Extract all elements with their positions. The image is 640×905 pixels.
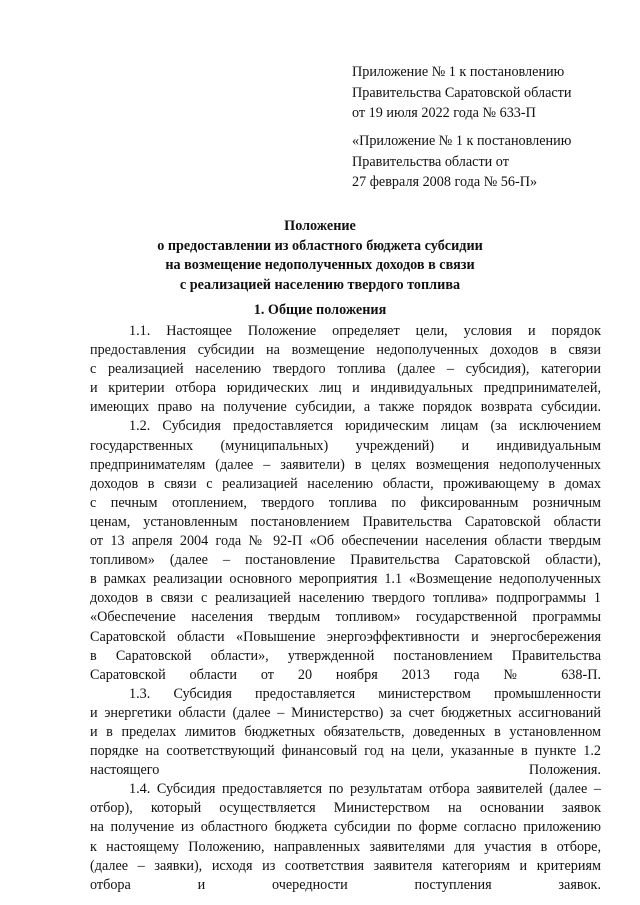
appendix-current-block [352,62,571,124]
paragraph-line: от 13 апреля 2004 года № 92-П «Об обеспечении населения области твердым [90,533,601,550]
appendix-line: Правительства области от [352,153,509,170]
title-line: на возмещение недополученных доходов в связи [165,257,475,273]
paragraph-line: «Обеспечение населения твердым топливом» государственной программы [90,609,601,626]
appendix-line: 27 февраля 2008 года № 56-П» [352,174,538,190]
appendix-original-block [352,131,571,193]
paragraph-line: 1.1. Настоящее Положение определяет цели, условия и порядок [129,323,601,339]
paragraph-line: 1.3. Субсидия предоставляется министерством промышленности [129,685,601,702]
paragraph-line: на получение из областного бюджета субсидии по форме согласно приложению [90,819,601,836]
paragraph-line: в рамках реализации основного мероприятия 1.1 «Возмещение недополученных [90,571,601,588]
paragraph-line: имеющих право на получение субсидии, а также порядок возврата субсидии. [90,399,601,416]
appendix-line: Правительства Саратовской области [352,84,572,101]
document-body [90,322,601,895]
paragraph-line: Саратовской области от 20 ноября 2013 года № 638-П. [90,666,601,683]
title-line: о предоставлении из областного бюджета субсидии [157,237,483,254]
paragraph-line: отбора и очередности поступления заявок. [90,876,601,893]
paragraph-3 [90,685,601,780]
appendix-line: «Приложение № 1 к постановлению [352,133,572,149]
paragraph-line: 1.2. Субсидия предоставляется юридическим лицам (за исключением [129,418,601,435]
paragraph-line: в Саратовской области», утвержденной постановлением Правительства [90,647,601,664]
paragraph-line: отбор), который осуществляется Министерством на основании заявок [90,800,601,817]
paragraph-line: с печным отоплением, твердого топлива по фиксированным розничным [90,494,601,511]
paragraph-line: государственных (муниципальных) учреждений) и индивидуальным [90,437,601,454]
paragraph-line: 1.4. Субсидия предоставляется по результатам отбора заявителей (далее – [129,781,601,798]
paragraph-line: ценам, установленным постановлением Правительства Саратовской области [90,513,601,530]
appendix-line: от 19 июля 2022 года № 633-П [352,105,536,121]
paragraph-line: предоставления субсидии на возмещение недополученных доходов в связи [90,342,601,359]
title-line: с реализацией населению твердого топлива [179,276,461,293]
paragraph-line: и критерии отбора юридических лиц и индивидуальных предпринимателей, [90,380,601,397]
paragraph-line: предпринимателям (далее – заявители) в целях возмещения недополученных [90,456,601,473]
paragraph-line: настоящего Положения. [90,762,601,779]
paragraph-4 [90,780,601,895]
title-line: Положение [284,218,356,234]
appendix-line: Приложение № 1 к постановлению [352,64,565,80]
paragraph-2 [90,417,601,684]
paragraph-line: к настоящему Положению, направленных заявителями для участия в отборе, [90,838,601,855]
paragraph-line: порядке на соответствующий финансовый год на цели, указанные в пункте 1.2 [90,743,601,760]
paragraph-line: доходов в связи с реализацией населению твердого топлива» подпрограммы 1 [90,590,601,607]
paragraph-line: (далее – заявки), исходя из соответствия заявителя категориям и критериям [90,857,601,874]
paragraph-line: доходов в связи с реализацией населению области, проживающему в домах [90,475,601,492]
paragraph-line: и в пределах лимитов бюджетных обязательств, доведенных в установленном [90,723,601,740]
paragraph-line: Саратовской области «Повышение энергоэффективности и энергосбережения [90,628,601,645]
paragraph-1 [90,322,601,417]
paragraph-line: топливом» (далее – постановление Правительства Саратовской области), [90,552,601,569]
document-title [0,217,640,295]
paragraph-line: с реализацией населению твердого топлива (далее – субсидия), категории [90,361,601,378]
paragraph-line: и энергетики области (далее – Министерство) за счет бюджетных ассигнований [90,704,601,721]
section-heading: 1. Общие положения [253,302,387,318]
